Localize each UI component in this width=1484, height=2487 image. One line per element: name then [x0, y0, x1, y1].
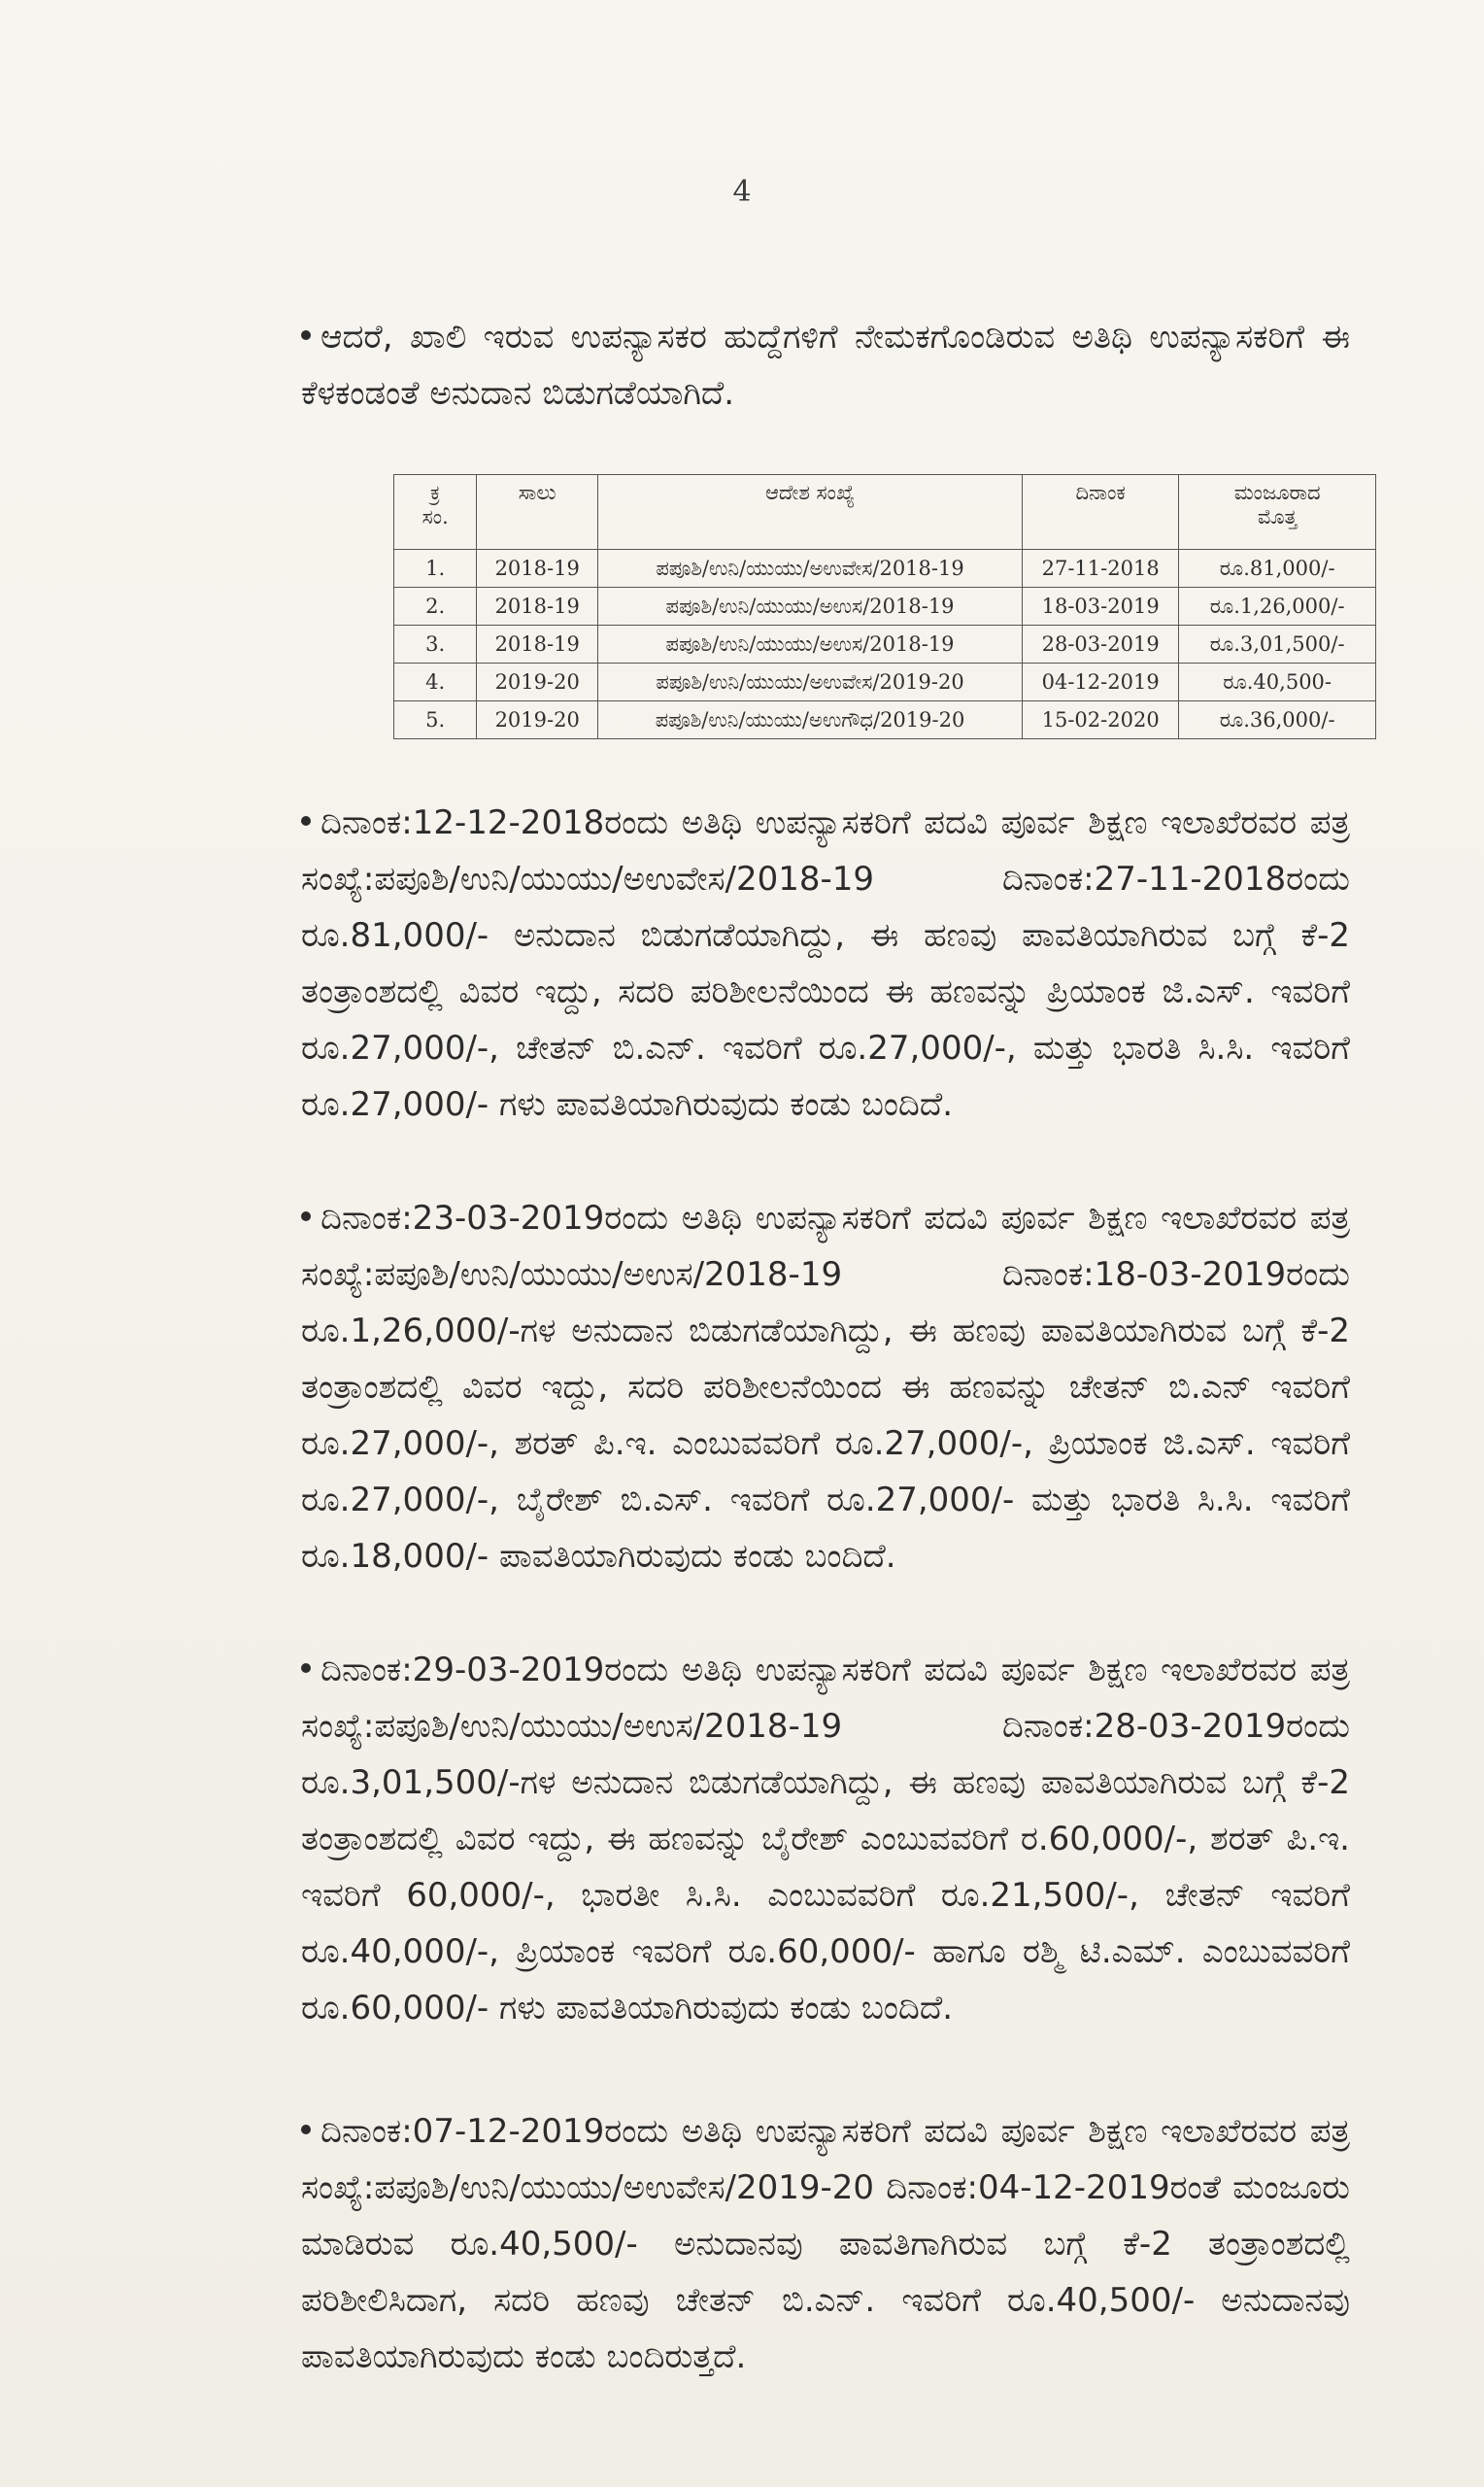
- cell-amount: ರೂ.3,01,500/-: [1179, 626, 1376, 664]
- bullet-icon: [301, 816, 311, 826]
- paragraph-1: [301, 795, 1350, 1133]
- cell-date: 28-03-2019: [1023, 626, 1179, 664]
- cell-sl: 2.: [394, 588, 477, 626]
- cell-amount: ರೂ.36,000/-: [1179, 701, 1376, 739]
- page-number: 4: [732, 175, 752, 209]
- cell-order: ಪಪೂಶಿ/ಉನಿ/ಯುಯು/ಅಉವೇಸ/2019-20: [598, 664, 1023, 701]
- cell-year: 2018-19: [477, 588, 598, 626]
- table-header-row: [394, 475, 1376, 550]
- cell-amount: ರೂ.40,500-: [1179, 664, 1376, 701]
- paragraph-text: ದಿನಾಂಕ:12-12-2018ರಂದು ಅತಿಥಿ ಉಪನ್ಯಾಸಕರಿಗೆ ಪದವಿ ಪೂರ್ವ ಶಿಕ್ಷಣ ಇಲಾಖೆರವರ ಪತ್ರ ಸಂಖ್ಯೆ:ಪಪೂಶಿ/ಉನಿ/ಯುಯು/ಅಉವೇಸ/2018-19 ದಿನಾಂಕ:27-11-2018ರಂದು ರೂ.81,000/- ಅನುದಾನ ಬಿಡುಗಡೆಯಾಗಿದ್ದು, ಈ ಹಣವು ಪಾವತಿಯಾಗಿರುವ ಬಗ್ಗೆ ಕೆ-2 ತಂತ್ರಾಂಶದಲ್ಲಿ ವಿವರ ಇದ್ದು, ಸದರಿ ಪರಿಶೀಲನೆಯಿಂದ ಈ ಹಣವನ್ನು ಪ್ರಿಯಾಂಕ ಜಿ.ಎಸ್. ಇವರಿಗೆ ರೂ.27,000/-, ಚೇತನ್ ಬಿ.ಎನ್. ಇವರಿಗೆ ರೂ.27,000/-, ಮತ್ತು ಭಾರತಿ ಸಿ.ಸಿ. ಇವರಿಗೆ ರೂ.27,000/- ಗಳು ಪಾವತಿಯಾಗಿರುವುದು ಕಂಡು ಬಂದಿದೆ.: [301, 803, 1350, 1124]
- bullet-icon: [301, 1211, 311, 1221]
- header-date: ದಿನಾಂಕ: [1023, 475, 1179, 550]
- cell-year: 2019-20: [477, 701, 598, 739]
- cell-date: 18-03-2019: [1023, 588, 1179, 626]
- paragraph-3: [301, 1642, 1350, 2036]
- header-year: ಸಾಲು: [477, 475, 598, 550]
- cell-date: 15-02-2020: [1023, 701, 1179, 739]
- paragraph-text: ದಿನಾಂಕ:23-03-2019ರಂದು ಅತಿಥಿ ಉಪನ್ಯಾಸಕರಿಗೆ ಪದವಿ ಪೂರ್ವ ಶಿಕ್ಷಣ ಇಲಾಖೆರವರ ಪತ್ರ ಸಂಖ್ಯೆ:ಪಪೂಶಿ/ಉನಿ/ಯುಯು/ಅಉಸ/2018-19 ದಿನಾಂಕ:18-03-2019ರಂದು ರೂ.1,26,000/-ಗಳ ಅನುದಾನ ಬಿಡುಗಡೆಯಾಗಿದ್ದು, ಈ ಹಣವು ಪಾವತಿಯಾಗಿರುವ ಬಗ್ಗೆ ಕೆ-2 ತಂತ್ರಾಂಶದಲ್ಲಿ ವಿವರ ಇದ್ದು, ಸದರಿ ಪರಿಶೀಲನೆಯಿಂದ ಈ ಹಣವನ್ನು ಚೇತನ್ ಬಿ.ಎನ್ ಇವರಿಗೆ ರೂ.27,000/-, ಶರತ್ ಪಿ.ಇ. ಎಂಬುವವರಿಗೆ ರೂ.27,000/-, ಪ್ರಿಯಾಂಕ ಜಿ.ಎಸ್. ಇವರಿಗೆ ರೂ.27,000/-, ಬೈರೇಶ್ ಬಿ.ಎಸ್. ಇವರಿಗೆ ರೂ.27,000/- ಮತ್ತು ಭಾರತಿ ಸಿ.ಸಿ. ಇವರಿಗೆ ರೂ.18,000/- ಪಾವತಿಯಾಗಿರುವುದು ಕಂಡು ಬಂದಿದೆ.: [301, 1199, 1350, 1576]
- bullet-icon: [301, 330, 311, 340]
- grant-table: [393, 474, 1376, 739]
- cell-order: ಪಪೂಶಿ/ಉನಿ/ಯುಯು/ಅಉವೇಸ/2018-19: [598, 550, 1023, 588]
- table-row: [394, 626, 1376, 664]
- cell-amount: ರೂ.81,000/-: [1179, 550, 1376, 588]
- cell-sl: 4.: [394, 664, 477, 701]
- cell-amount: ರೂ.1,26,000/-: [1179, 588, 1376, 626]
- table-row: [394, 550, 1376, 588]
- header-order-number: ಆದೇಶ ಸಂಖ್ಯೆ: [598, 475, 1023, 550]
- header-sanctioned-amount: ಮಂಜೂರಾದ ಮೊತ್ತ: [1179, 475, 1376, 550]
- cell-year: 2019-20: [477, 664, 598, 701]
- cell-order: ಪಪೂಶಿ/ಉನಿ/ಯುಯು/ಅಉಸ/2018-19: [598, 588, 1023, 626]
- paragraph-text: ದಿನಾಂಕ:07-12-2019ರಂದು ಅತಿಥಿ ಉಪನ್ಯಾಸಕರಿಗೆ ಪದವಿ ಪೂರ್ವ ಶಿಕ್ಷಣ ಇಲಾಖೆರವರ ಪತ್ರ ಸಂಖ್ಯೆ:ಪಪೂಶಿ/ಉನಿ/ಯುಯು/ಅಉವೇಸ/2019-20 ದಿನಾಂಕ:04-12-2019ರಂತೆ ಮಂಜೂರು ಮಾಡಿರುವ ರೂ.40,500/- ಅನುದಾನವು ಪಾವತಿಗಾಗಿರುವ ಬಗ್ಗೆ ಕೆ-2 ತಂತ್ರಾಂಶದಲ್ಲಿ ಪರಿಶೀಲಿಸಿದಾಗ, ಸದರಿ ಹಣವು ಚೇತನ್ ಬಿ.ಎನ್. ಇವರಿಗೆ ರೂ.40,500/- ಅನುದಾನವು ಪಾವತಿಯಾಗಿರುವುದು ಕಂಡು ಬಂದಿರುತ್ತದೆ.: [301, 2112, 1350, 2376]
- intro-paragraph: [301, 309, 1350, 422]
- table-row: [394, 588, 1376, 626]
- header-sl-no: ಕ್ರ ಸಂ.: [394, 475, 477, 550]
- cell-date: 04-12-2019: [1023, 664, 1179, 701]
- cell-year: 2018-19: [477, 550, 598, 588]
- cell-sl: 5.: [394, 701, 477, 739]
- cell-order: ಪಪೂಶಿ/ಉನಿ/ಯುಯು/ಅಉಗೌಧ/2019-20: [598, 701, 1023, 739]
- paragraph-text: ದಿನಾಂಕ:29-03-2019ರಂದು ಅತಿಥಿ ಉಪನ್ಯಾಸಕರಿಗೆ ಪದವಿ ಪೂರ್ವ ಶಿಕ್ಷಣ ಇಲಾಖೆರವರ ಪತ್ರ ಸಂಖ್ಯೆ:ಪಪೂಶಿ/ಉನಿ/ಯುಯು/ಅಉಸ/2018-19 ದಿನಾಂಕ:28-03-2019ರಂದು ರೂ.3,01,500/-ಗಳ ಅನುದಾನ ಬಿಡುಗಡೆಯಾಗಿದ್ದು, ಈ ಹಣವು ಪಾವತಿಯಾಗಿರುವ ಬಗ್ಗೆ ಕೆ-2 ತಂತ್ರಾಂಶದಲ್ಲಿ ವಿವರ ಇದ್ದು, ಈ ಹಣವನ್ನು ಬೈರೇಶ್ ಎಂಬುವವರಿಗೆ ರ.60,000/-, ಶರತ್ ಪಿ.ಇ. ಇವರಿಗೆ 60,000/-, ಭಾರತೀ ಸಿ.ಸಿ. ಎಂಬುವವರಿಗೆ ರೂ.21,500/-, ಚೇತನ್ ಇವರಿಗೆ ರೂ.40,000/-, ಪ್ರಿಯಾಂಕ ಇವರಿಗೆ ರೂ.60,000/- ಹಾಗೂ ರಶ್ಮಿ ಟಿ.ಎಮ್. ಎಂಬುವವರಿಗೆ ರೂ.60,000/- ಗಳು ಪಾವತಿಯಾಗಿರುವುದು ಕಂಡು ಬಂದಿದೆ.: [301, 1651, 1350, 2027]
- table-row: [394, 701, 1376, 739]
- table-row: [394, 664, 1376, 701]
- paragraph-2: [301, 1190, 1350, 1584]
- cell-order: ಪಪೂಶಿ/ಉನಿ/ಯುಯು/ಅಉಸ/2018-19: [598, 626, 1023, 664]
- intro-text: ಆದರೆ, ಖಾಲಿ ಇರುವ ಉಪನ್ಯಾಸಕರ ಹುದ್ದೆಗಳಿಗೆ ನೇಮಕಗೊಂಡಿರುವ ಅತಿಥಿ ಉಪನ್ಯಾಸಕರಿಗೆ ಈ ಕೆಳಕಂಡಂತೆ ಅನುದಾನ ಬಿಡುಗಡೆಯಾಗಿದೆ.: [301, 318, 1350, 413]
- paragraph-4: [301, 2103, 1350, 2385]
- cell-date: 27-11-2018: [1023, 550, 1179, 588]
- cell-sl: 3.: [394, 626, 477, 664]
- cell-year: 2018-19: [477, 626, 598, 664]
- bullet-icon: [301, 1663, 311, 1673]
- cell-sl: 1.: [394, 550, 477, 588]
- bullet-icon: [301, 2125, 311, 2134]
